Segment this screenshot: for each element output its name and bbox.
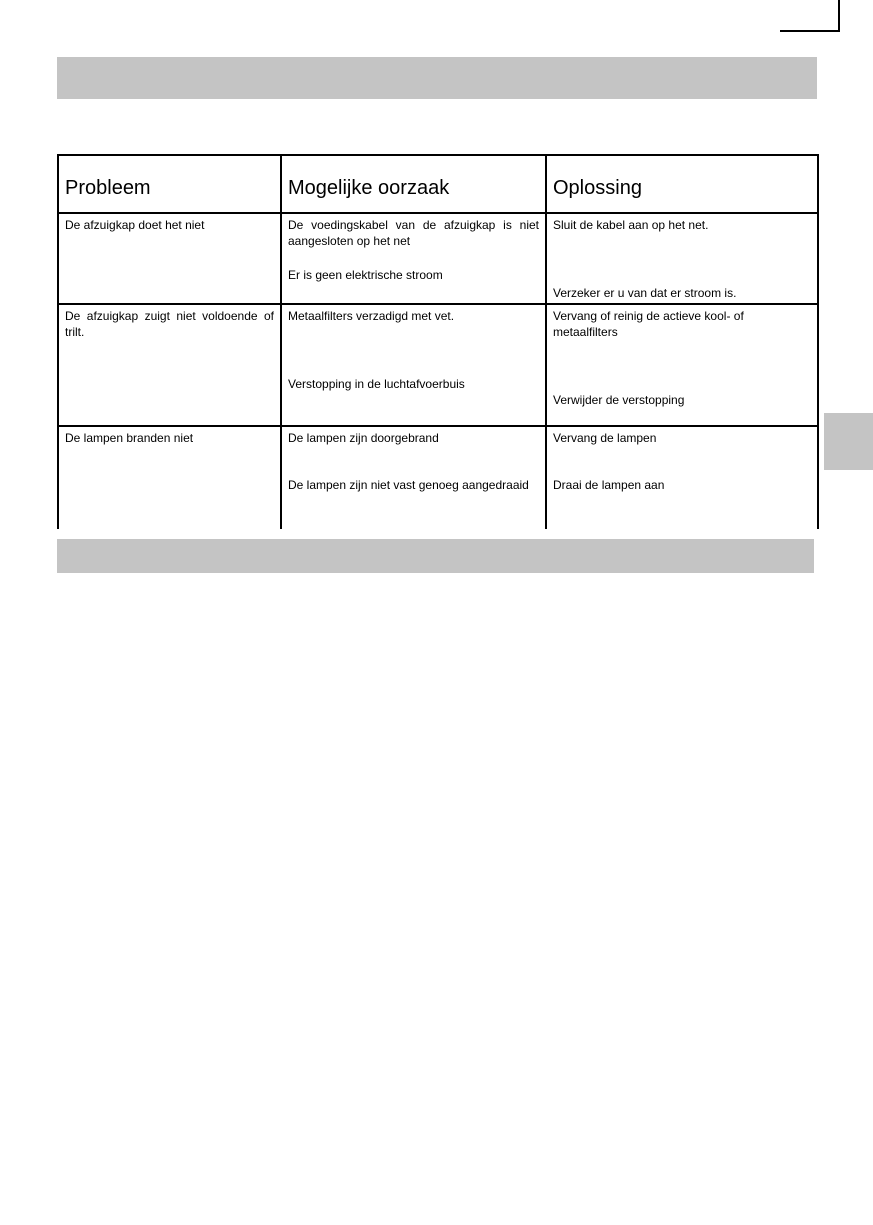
cause-text: De lampen zijn doorgebrand: [288, 431, 439, 445]
cause-text: De voedingskabel van de afzuigkap is niet aangesloten op het net: [288, 218, 539, 248]
table-row: [58, 304, 818, 426]
solution-text: Vervang de lampen: [553, 431, 657, 445]
table-header-row: [58, 155, 818, 213]
section-header-bar-bottom: [57, 539, 814, 573]
problem-text: De afzuigkap doet het niet: [65, 218, 205, 232]
cause-cell: [281, 304, 546, 426]
crop-mark-vertical: [838, 0, 840, 31]
solution-cell: [546, 304, 818, 426]
crop-mark-horizontal: [780, 30, 840, 32]
cause-cell: [281, 426, 546, 529]
header-solution: Oplossing: [546, 155, 818, 213]
table-row: [58, 213, 818, 304]
chapter-side-tab: [824, 413, 873, 470]
cause-text: Metaalfilters verzadigd met vet.: [288, 309, 455, 323]
problem-text: De lampen branden niet: [65, 431, 194, 445]
problem-text: De afzuigkap zuigt niet voldoende of trilt.: [65, 309, 274, 339]
solution-text: Sluit de kabel aan op het net.: [553, 218, 709, 232]
problem-cell: [58, 304, 281, 426]
solution-cell: [546, 213, 818, 304]
problem-cell: [58, 213, 281, 304]
problem-cell: [58, 426, 281, 529]
solution-text: Vervang of reinig de actieve kool- of metaalfilters: [553, 309, 744, 339]
solution-text: Verwijder de verstopping: [553, 393, 685, 407]
solution-text: Draai de lampen aan: [553, 478, 665, 492]
solution-cell: [546, 426, 818, 529]
solution-text: Verzeker er u van dat er stroom is.: [553, 286, 737, 300]
cause-text: Verstopping in de luchtafvoerbuis: [288, 377, 465, 391]
header-cause: Mogelijke oorzaak: [281, 155, 546, 213]
cause-cell: [281, 213, 546, 304]
header-problem: Probleem: [58, 155, 281, 213]
section-header-bar-top: [57, 57, 817, 99]
troubleshooting-table: [57, 154, 819, 529]
cause-text: De lampen zijn niet vast genoeg aangedraaid: [288, 478, 529, 492]
cause-text: Er is geen elektrische stroom: [288, 268, 443, 282]
table-row: [58, 426, 818, 529]
